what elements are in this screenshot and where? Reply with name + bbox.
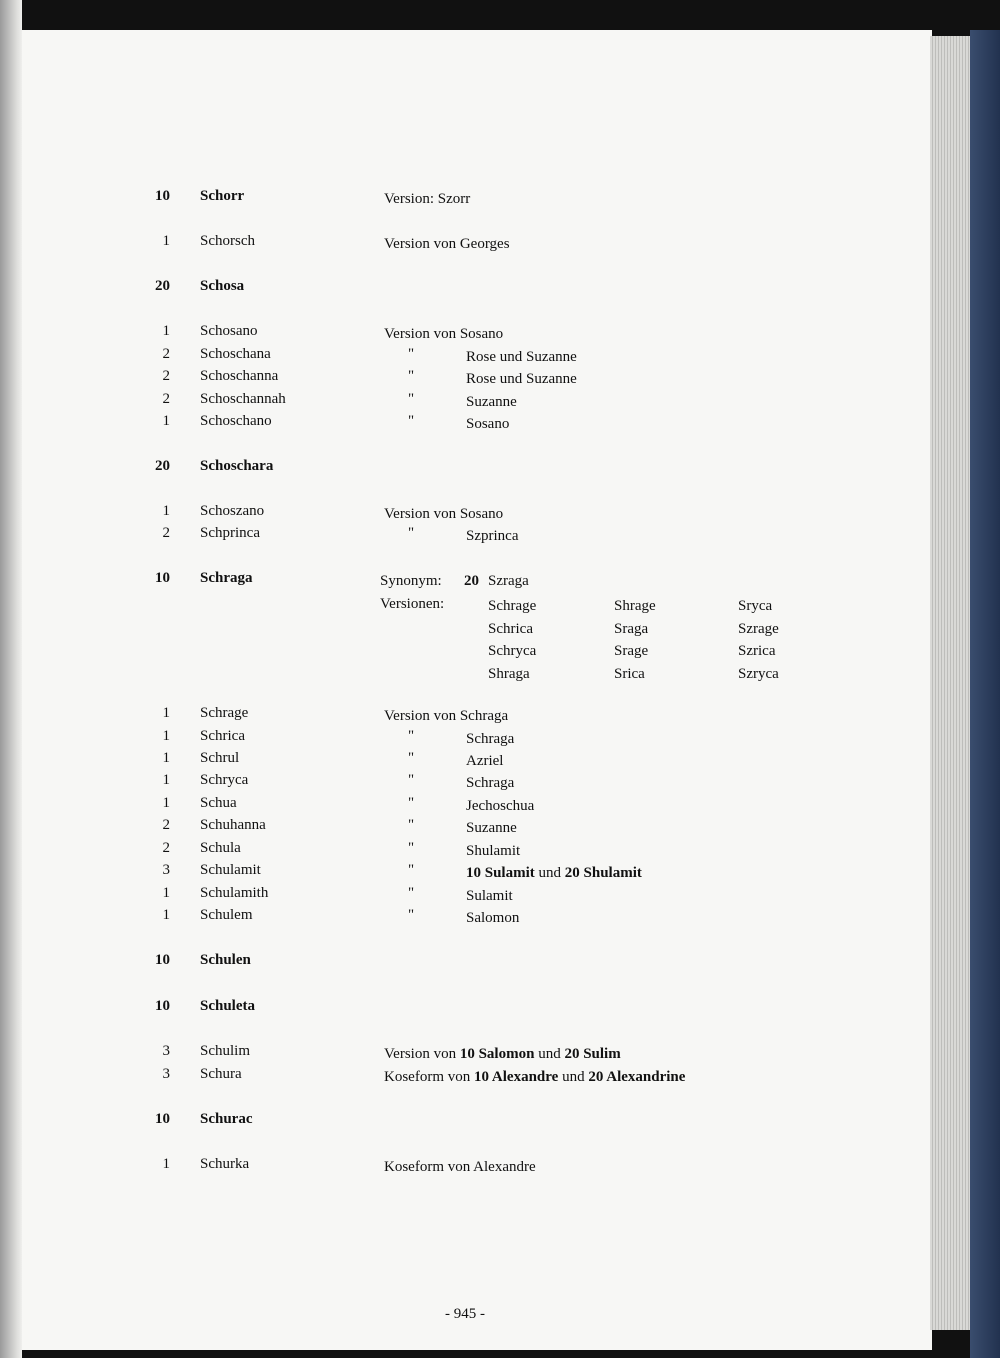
entry-number: 2 <box>162 346 170 362</box>
ditto-mark: " <box>408 840 415 856</box>
version-name: Szryca <box>738 665 779 682</box>
entry-description: Version von Schraga <box>384 708 509 724</box>
entry-description: Version von Sosano <box>384 326 504 342</box>
ditto-mark: " <box>408 772 415 788</box>
entry-name: Schorr <box>200 188 245 204</box>
entry-name: Schrul <box>200 750 240 766</box>
version-name: Schrage <box>488 598 537 614</box>
ditto-mark: " <box>408 368 415 384</box>
entry-number: 10 <box>155 952 170 968</box>
version-name: Schrica <box>488 620 533 637</box>
ditto-mark: " <box>408 750 415 766</box>
ditto-mark: " <box>408 525 415 541</box>
ditto-mark: " <box>408 413 415 429</box>
ditto-mark: " <box>408 346 415 362</box>
ditto-mark: " <box>408 391 415 407</box>
ditto-mark: " <box>408 728 415 744</box>
entry-name: Schoschanna <box>200 368 279 384</box>
entry-description: Suzanne <box>466 394 517 410</box>
entry-description: Version von 10 Salomon und 20 Sulim <box>384 1046 621 1062</box>
entry-description: Sosano <box>466 416 510 432</box>
book-page <box>22 30 932 1350</box>
entry-description: Rose und Suzanne <box>466 371 577 387</box>
entry-name: Schuleta <box>200 998 256 1014</box>
version-name: Szrica <box>738 643 776 659</box>
ditto-mark: " <box>408 885 415 901</box>
entry-name: Schryca <box>200 772 249 788</box>
version-name: Sryca <box>738 598 773 614</box>
ditto-mark: " <box>408 817 415 833</box>
entry-name: Schrage <box>200 705 249 721</box>
entry-name: Schula <box>200 840 241 856</box>
entry-name: Schoschano <box>200 413 272 429</box>
entry-number: 1 <box>162 503 170 519</box>
entry-number: 20 <box>155 458 170 474</box>
entry-name: Schulen <box>200 952 251 968</box>
entry-number: 1 <box>162 705 170 721</box>
entry-name: Schurac <box>200 1111 253 1127</box>
entry-name: Schulamit <box>200 862 261 878</box>
entry-description: Koseform von 10 Alexandre und 20 Alexandrine <box>384 1069 686 1085</box>
synonym-label: Synonym: <box>380 573 442 589</box>
entry-name: Schosa <box>200 278 245 294</box>
entry-number: 1 <box>162 885 170 901</box>
entry-number: 1 <box>162 772 170 788</box>
entry-number: 2 <box>162 525 170 541</box>
entry-name: Schulem <box>200 907 253 923</box>
entry-name: Schurka <box>200 1156 250 1172</box>
entry-name: Schprinca <box>200 525 260 541</box>
entry-description: Version: Szorr <box>384 191 471 207</box>
entry-description: Version von Georges <box>384 236 510 252</box>
entry-name: Schoszano <box>200 503 265 519</box>
entry-number: 3 <box>162 862 170 878</box>
entry-number: 10 <box>155 188 170 204</box>
entry-name: Schoschara <box>200 458 274 474</box>
entry-name: Schua <box>200 795 237 811</box>
entry-number: 1 <box>162 1156 170 1172</box>
entry-number: 1 <box>162 728 170 744</box>
version-name: Schryca <box>488 643 537 659</box>
entry-number: 2 <box>162 840 170 856</box>
entry-description: Salomon <box>466 910 520 926</box>
synonym-value: Szraga <box>488 573 529 589</box>
entry-number: 20 <box>155 278 170 294</box>
version-name: Shrage <box>614 598 656 614</box>
version-name: Srage <box>614 643 649 659</box>
ditto-mark: " <box>408 795 415 811</box>
entry-description: Azriel <box>466 753 504 769</box>
entry-name: Schura <box>200 1066 242 1082</box>
entry-number: 3 <box>162 1043 170 1059</box>
entry-number: 2 <box>162 817 170 833</box>
version-name: Sraga <box>614 620 649 637</box>
entry-name: Schorsch <box>200 233 255 249</box>
entry-description: Jechoschua <box>466 798 535 814</box>
entry-number: 10 <box>155 998 170 1014</box>
entry-number: 1 <box>162 795 170 811</box>
entry-description: Schraga <box>466 775 515 791</box>
version-name: Shraga <box>488 665 530 682</box>
entry-name: Schoschana <box>200 346 271 362</box>
entry-name: Schulim <box>200 1043 251 1059</box>
entry-description: Koseform von Alexandre <box>384 1159 536 1175</box>
entry-name: Schosano <box>200 323 258 339</box>
entry-description: Rose und Suzanne <box>466 349 577 365</box>
version-name: Szrage <box>738 620 779 637</box>
entry-name: Schulamith <box>200 885 269 901</box>
entry-number: 2 <box>162 391 170 407</box>
entry-number: 10 <box>155 1111 170 1127</box>
page-edges <box>930 36 972 1330</box>
entry-number: 3 <box>162 1066 170 1082</box>
entry-name: Schrica <box>200 728 245 744</box>
entry-description: Szprinca <box>466 528 519 544</box>
versions-label: Versionen: <box>380 596 445 612</box>
entry-name: Schuhanna <box>200 817 266 833</box>
entry-description: Suzanne <box>466 820 517 836</box>
entry-number: 1 <box>162 750 170 766</box>
entry-number: 1 <box>162 907 170 923</box>
version-name: Srica <box>614 665 645 682</box>
entry-description: Shulamit <box>466 843 521 859</box>
page-number: - 945 - <box>445 1306 485 1322</box>
book-cover <box>970 30 1000 1358</box>
entry-number: 1 <box>162 323 170 339</box>
entry-description: Sulamit <box>466 888 513 904</box>
entry-description: Version von Sosano <box>384 506 504 522</box>
ditto-mark: " <box>408 907 415 923</box>
entry-description: 10 Sulamit und 20 Shulamit <box>466 865 642 881</box>
entry-number: 1 <box>162 413 170 429</box>
entry-number: 10 <box>155 570 170 586</box>
entry-name: Schraga <box>200 570 253 586</box>
entry-number: 1 <box>162 233 170 249</box>
book-gutter <box>0 0 22 1358</box>
synonym-number: 20 <box>464 573 479 589</box>
entry-number: 2 <box>162 368 170 384</box>
entry-name: Schoschannah <box>200 391 286 407</box>
ditto-mark: " <box>408 862 415 878</box>
entry-description: Schraga <box>466 731 515 747</box>
